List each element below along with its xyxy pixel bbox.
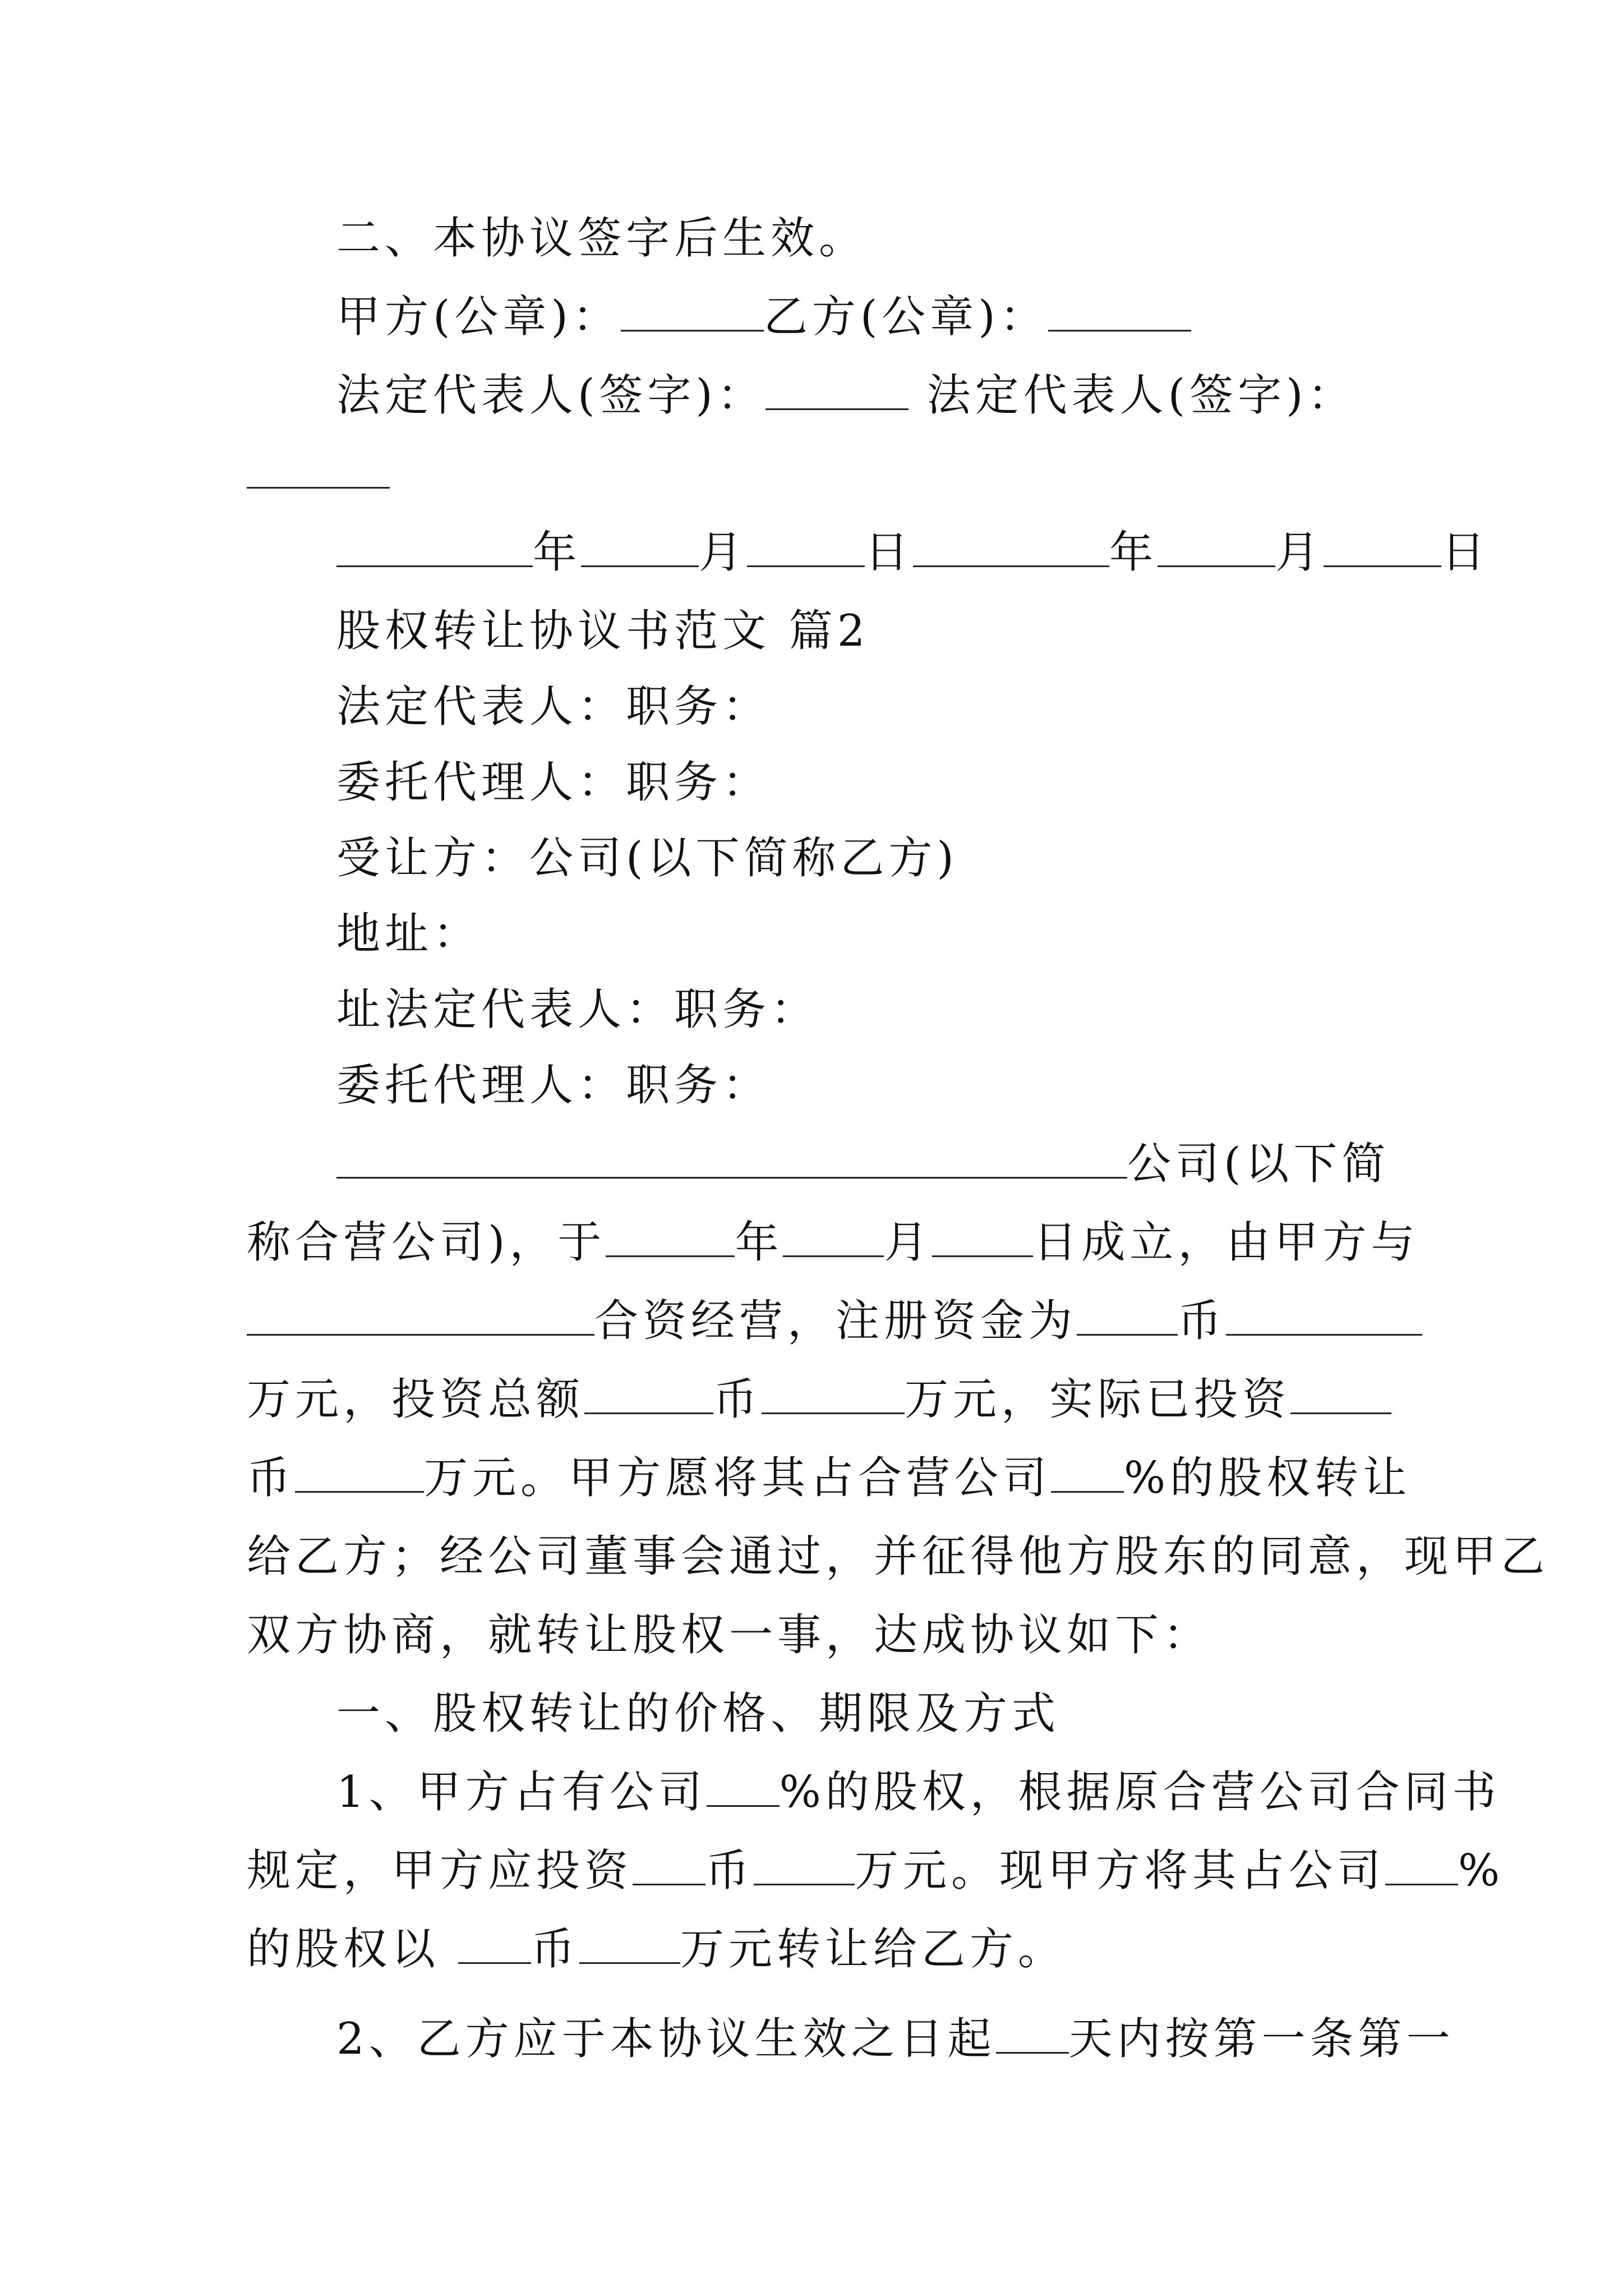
day-label-1: 日 bbox=[865, 527, 914, 578]
currency-blank-4 bbox=[633, 1844, 706, 1885]
date-line bbox=[336, 522, 1490, 583]
party-a-seal-blank bbox=[621, 291, 764, 332]
year-label-1: 年 bbox=[533, 527, 582, 578]
year-blank-1 bbox=[336, 526, 533, 567]
agent-text-2: 委托代理人：职务： bbox=[336, 1060, 771, 1111]
legal-rep-line-2 bbox=[336, 979, 1402, 1041]
section-heading-text: 股权转让协议书范文 篇2 bbox=[336, 606, 870, 656]
month-label-1: 月 bbox=[699, 527, 748, 578]
currency-label-3: 币 bbox=[247, 1453, 296, 1503]
investment-text-c: 万元，实际已投资 bbox=[905, 1374, 1291, 1425]
clause-1-text-b: %的股权，根据原合营公司合同书 bbox=[779, 1767, 1501, 1818]
total-investment-blank bbox=[762, 1373, 905, 1414]
clause-2-text-b: 天内按第一条第一 bbox=[1068, 2014, 1455, 2064]
partner-blank bbox=[247, 1295, 594, 1336]
joint-venture-text: 合资经营，注册资金为 bbox=[594, 1296, 1077, 1346]
month-blank-2 bbox=[1158, 526, 1275, 567]
establish-text-d: 日成立，由甲方与 bbox=[1033, 1217, 1419, 1268]
currency-blank-2 bbox=[584, 1373, 713, 1414]
clause-1-line-3 bbox=[247, 1918, 1385, 1980]
section-one-text: 一、股权转让的价格、期限及方式 bbox=[336, 1688, 1061, 1739]
party-a-rep-blank bbox=[766, 369, 909, 410]
year-label-2: 年 bbox=[1109, 527, 1158, 578]
clause-2-line-1 bbox=[336, 2008, 1455, 2070]
legal-rep-text-1: 法定代表人：职务： bbox=[336, 682, 771, 732]
transfer-amount-blank bbox=[579, 1923, 680, 1964]
establish-year-blank bbox=[606, 1216, 735, 1257]
establish-text-a: 称合营公司)，于 bbox=[247, 1217, 606, 1268]
party-b-rep-blank bbox=[247, 448, 390, 489]
legal-rep-sign-continuation bbox=[247, 443, 1385, 505]
agent-line-1 bbox=[336, 752, 1402, 813]
board-approval-line bbox=[247, 1526, 1550, 1588]
transfer-intent-text: 万元。甲方愿将其占合营公司 bbox=[424, 1453, 1052, 1503]
board-approval-text: 给乙方；经公司董事会通过，并征得他方股东的同意，现甲乙 bbox=[247, 1531, 1550, 1582]
party-b-seal-blank bbox=[1048, 291, 1191, 332]
agreement-line bbox=[247, 1604, 1385, 1666]
month-blank-1 bbox=[581, 526, 699, 567]
address-text: 地址： bbox=[336, 909, 482, 959]
establish-day-blank bbox=[932, 1216, 1033, 1257]
share-percent-blank-1 bbox=[1051, 1452, 1124, 1493]
party-seal-line bbox=[336, 286, 1402, 348]
currency-label-1: 币 bbox=[1178, 1296, 1227, 1346]
clause-effective-text: 二、本协议签字后生效。 bbox=[336, 213, 868, 264]
address-line bbox=[336, 903, 1402, 965]
day-blank-1 bbox=[747, 526, 865, 567]
investment-text-a: 万元，投资总额 bbox=[247, 1374, 585, 1425]
day-label-2: 日 bbox=[1441, 527, 1490, 578]
year-blank-2 bbox=[913, 526, 1109, 567]
clause-1-text-d: 万元。现甲方将其占公司 bbox=[855, 1846, 1386, 1896]
days-blank bbox=[996, 2013, 1069, 2054]
agent-line-2 bbox=[336, 1055, 1402, 1116]
currency-label-5: 币 bbox=[531, 1924, 579, 1975]
day-blank-2 bbox=[1324, 526, 1441, 567]
clause-1-text-a: 1、甲方占有公司 bbox=[336, 1767, 707, 1818]
clause-1-percent: % bbox=[1458, 1846, 1505, 1896]
establish-year-label: 年 bbox=[735, 1217, 783, 1268]
actual-amount-blank bbox=[295, 1452, 424, 1493]
section-heading bbox=[336, 600, 1402, 662]
company-intro-line bbox=[336, 1133, 1402, 1195]
currency-label-4: 币 bbox=[706, 1846, 754, 1896]
currency-blank-5 bbox=[458, 1923, 531, 1964]
party-a-seal-label: 甲方(公章)： bbox=[336, 292, 621, 342]
clause-1-text-c: 规定，甲方应投资 bbox=[247, 1846, 633, 1896]
legal-rep-line-1 bbox=[336, 676, 1402, 738]
capital-amount-blank bbox=[1226, 1295, 1422, 1336]
party-b-seal-label: 乙方(公章)： bbox=[763, 292, 1048, 342]
establish-month-label: 月 bbox=[884, 1217, 933, 1268]
invest-amount-blank bbox=[754, 1844, 855, 1885]
clause-1-text-f: 万元转让给乙方。 bbox=[680, 1924, 1066, 1975]
currency-blank-1 bbox=[1077, 1295, 1178, 1336]
clause-1-line-2 bbox=[247, 1840, 1505, 1902]
legal-rep-sign-line bbox=[336, 365, 1402, 426]
share-percent-blank-3 bbox=[1385, 1844, 1458, 1885]
clause-effective bbox=[336, 208, 1402, 269]
company-intro-text: 公司(以下简 bbox=[1127, 1139, 1390, 1189]
agent-text-1: 委托代理人：职务： bbox=[336, 757, 771, 808]
month-label-2: 月 bbox=[1275, 527, 1324, 578]
actual-investment-blank bbox=[1290, 1373, 1391, 1414]
clause-1-line-1 bbox=[336, 1761, 1501, 1823]
party-b-rep-label: 法定代表人(签字)： bbox=[926, 370, 1356, 421]
establish-line bbox=[247, 1212, 1419, 1273]
transfer-intent-percent: %的股权转让 bbox=[1124, 1453, 1412, 1503]
transferee-line bbox=[336, 827, 1402, 889]
agreement-text: 双方协商，就转让股权一事，达成协议如下： bbox=[247, 1610, 1212, 1660]
company-name-blank bbox=[336, 1138, 1127, 1179]
section-one-heading bbox=[336, 1683, 1402, 1745]
clause-2-text-a: 2、乙方应于本协议生效之日起 bbox=[336, 2014, 996, 2064]
establish-month-blank bbox=[783, 1216, 884, 1257]
party-a-rep-label: 法定代表人(签字)： bbox=[336, 370, 766, 421]
transfer-intent-line bbox=[247, 1447, 1412, 1509]
clause-1-text-e: 的股权以 bbox=[247, 1924, 440, 1975]
currency-label-2: 币 bbox=[713, 1374, 762, 1425]
share-percent-blank-2 bbox=[707, 1766, 780, 1807]
joint-venture-line bbox=[247, 1290, 1385, 1352]
transferee-text: 受让方：公司(以下简称乙方) bbox=[336, 833, 958, 884]
investment-line bbox=[247, 1369, 1385, 1430]
legal-rep-text-2: 址法定代表人：职务： bbox=[336, 984, 819, 1035]
